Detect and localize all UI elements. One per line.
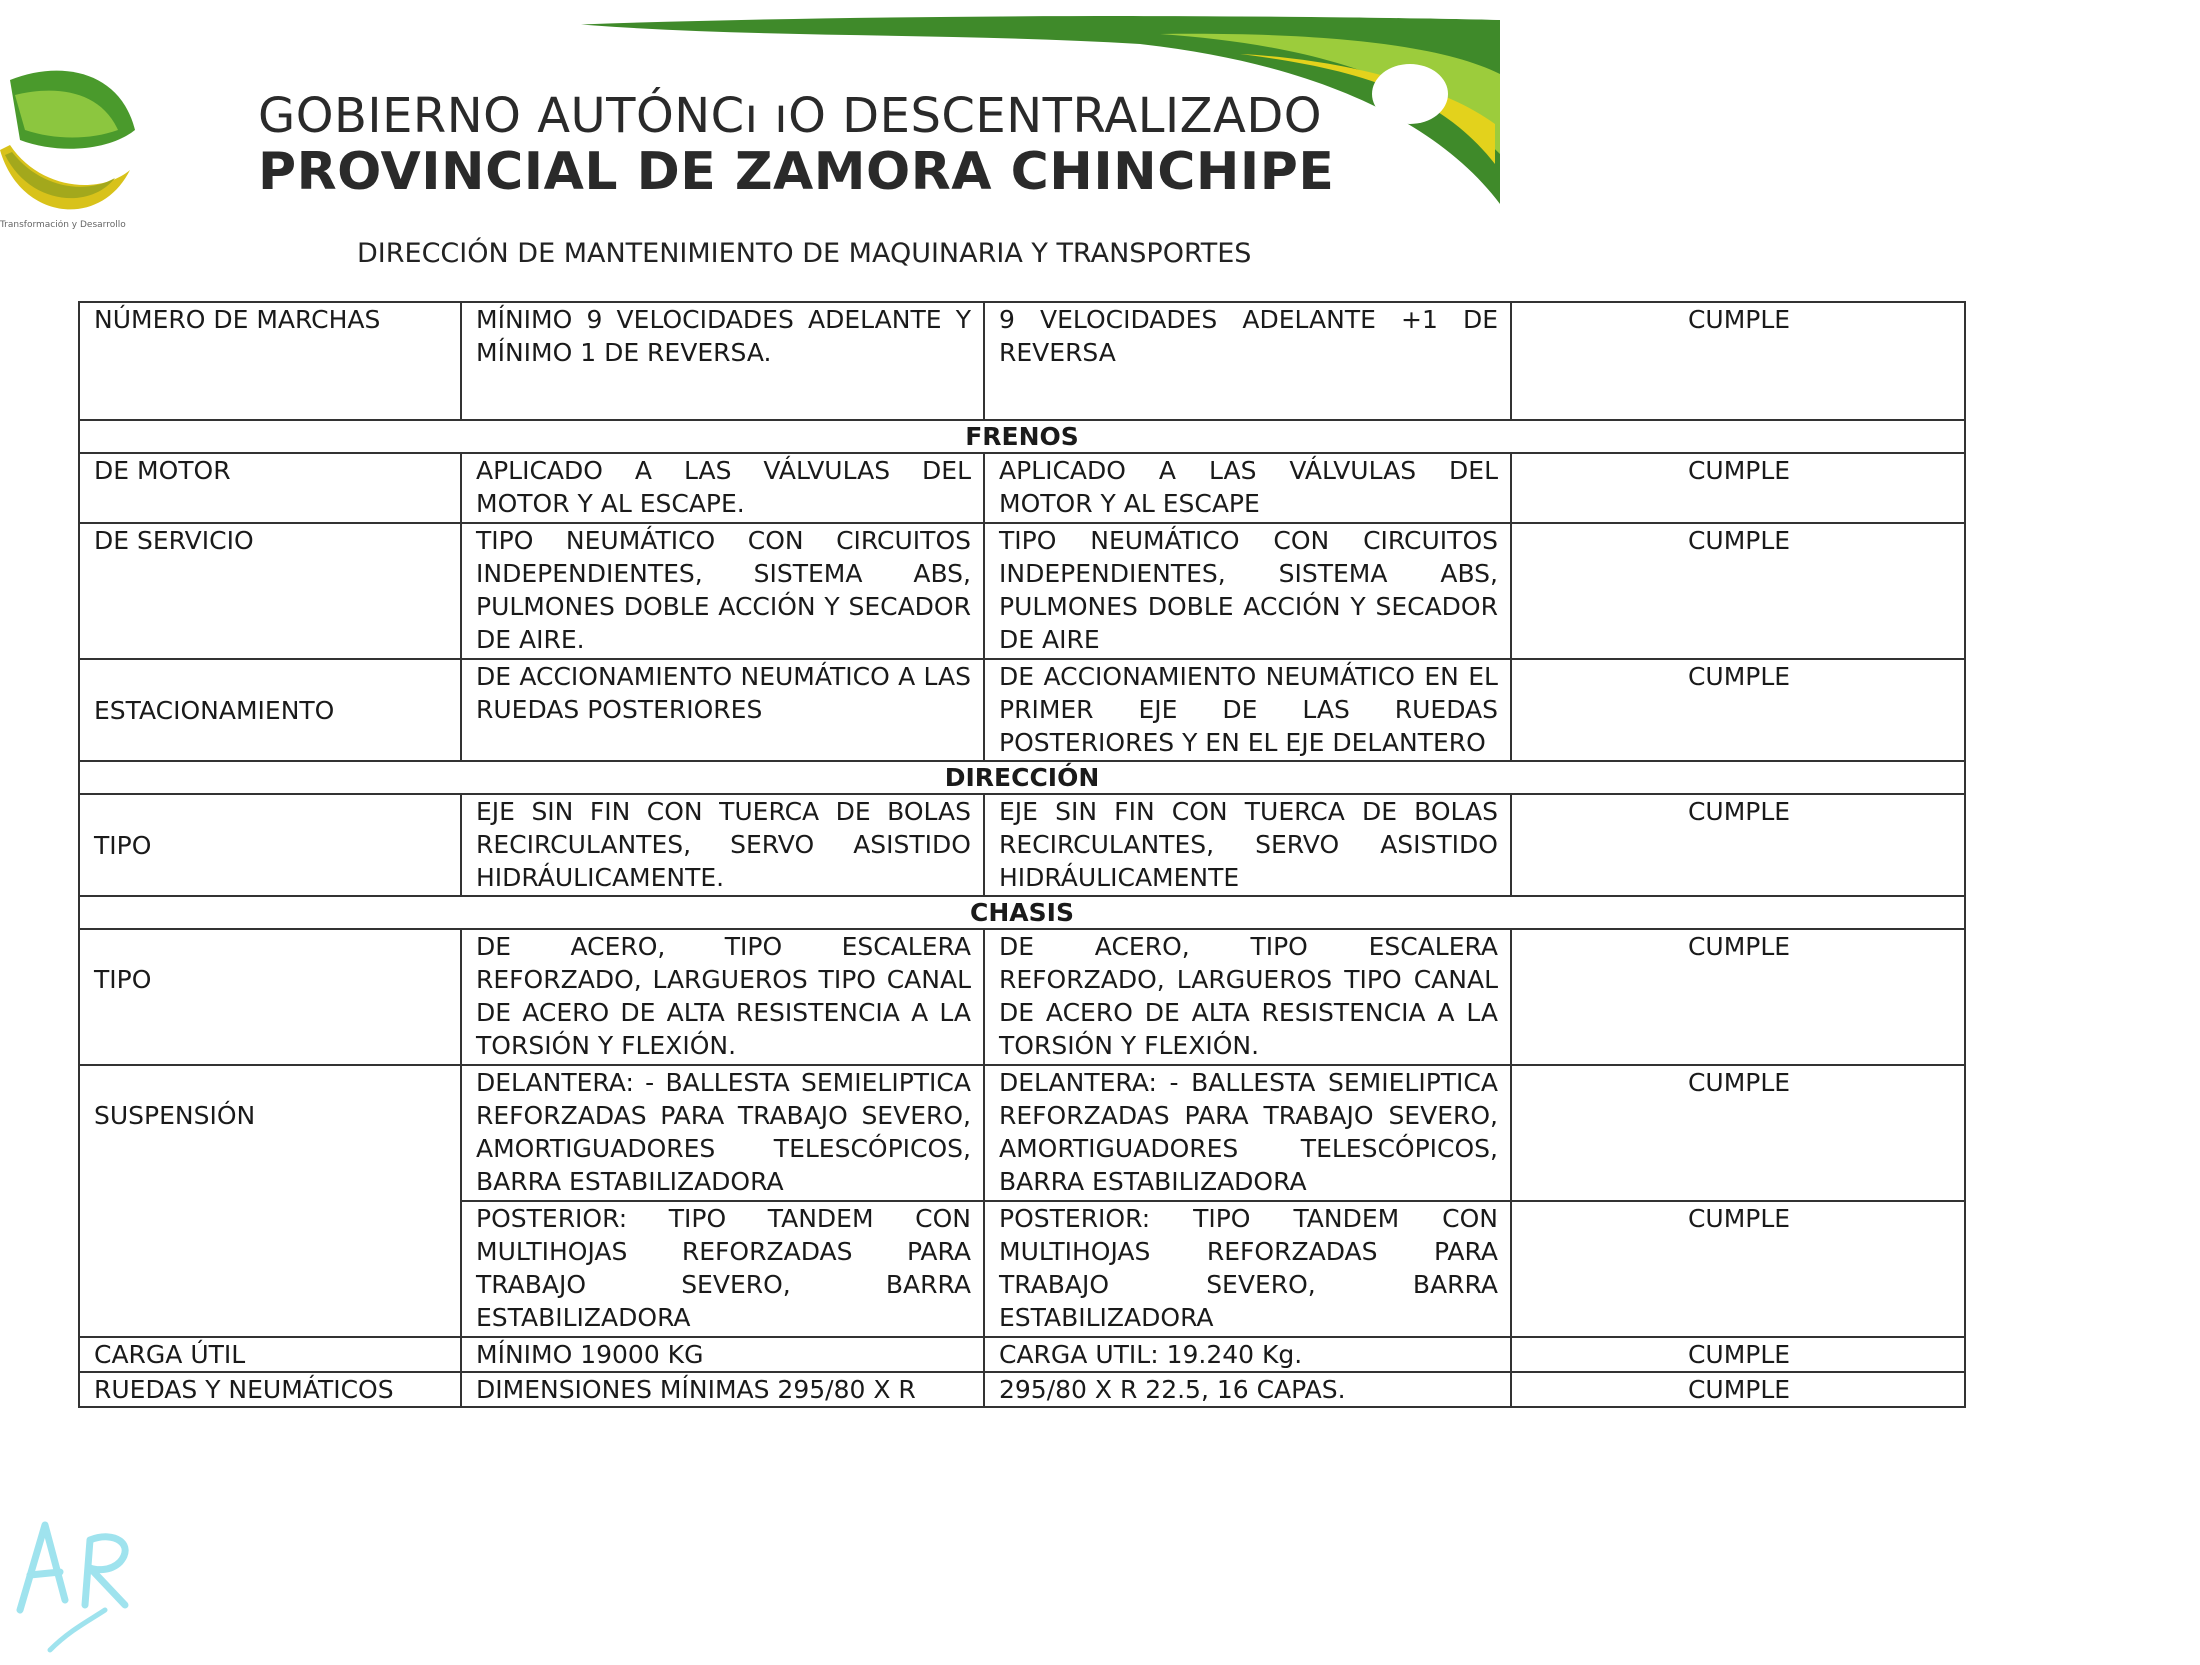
initial-r-stroke xyxy=(85,1537,125,1605)
feature-cell: DE MOTOR xyxy=(79,453,461,523)
status-cell: CUMPLE xyxy=(1511,453,1965,523)
required-cell: DE ACERO, TIPO ESCALERA REFORZADO, LARGUEROS TIPO CANAL DE ACERO DE ALTA RESISTENCIA A LA TORSIÓN Y FLEXIÓN. xyxy=(461,929,984,1065)
feature-cell: NÚMERO DE MARCHAS xyxy=(79,302,461,420)
feature-cell: TIPO xyxy=(79,929,461,1065)
offered-cell: TIPO NEUMÁTICO CON CIRCUITOS INDEPENDIENTES, SISTEMA ABS, PULMONES DOBLE ACCIÓN Y SECADOR DE AIRE xyxy=(984,523,1511,659)
table-row xyxy=(79,929,1965,1065)
status-cell: CUMPLE xyxy=(1511,1372,1965,1407)
offered-cell: 295/80 X R 22.5, 16 CAPAS. xyxy=(984,1372,1511,1407)
logo-caption: Transformación y Desarrollo xyxy=(0,220,126,230)
table-row xyxy=(79,302,1965,420)
banner-white-spot xyxy=(1372,64,1448,124)
table-row xyxy=(79,1337,1965,1372)
initial-underline-stroke xyxy=(50,1610,105,1650)
table-row xyxy=(79,453,1965,523)
feature-cell: TIPO xyxy=(79,794,461,896)
table-row xyxy=(79,523,1965,659)
section-title: CHASIS xyxy=(79,896,1965,929)
specifications-table xyxy=(78,301,1966,1408)
offered-cell: DE ACERO, TIPO ESCALERA REFORZADO, LARGUEROS TIPO CANAL DE ACERO DE ALTA RESISTENCIA A LA TORSIÓN Y FLEXIÓN. xyxy=(984,929,1511,1065)
offered-cell: 9 VELOCIDADES ADELANTE +1 DE REVERSA xyxy=(984,302,1511,420)
required-cell: DELANTERA: - BALLESTA SEMIELIPTICA REFORZADAS PARA TRABAJO SEVERO, AMORTIGUADORES TELESCÓPICOS, BARRA ESTABILIZADORA xyxy=(461,1065,984,1201)
required-cell: DIMENSIONES MÍNIMAS 295/80 X R xyxy=(461,1372,984,1407)
offered-cell: DELANTERA: - BALLESTA SEMIELIPTICA REFORZADAS PARA TRABAJO SEVERO, AMORTIGUADORES TELESCÓPICOS, BARRA ESTABILIZADORA xyxy=(984,1065,1511,1201)
status-cell: CUMPLE xyxy=(1511,794,1965,896)
table-row xyxy=(79,659,1965,761)
section-title: FRENOS xyxy=(79,420,1965,453)
handwritten-initials-signature xyxy=(10,1500,140,1660)
table-row xyxy=(79,1372,1965,1407)
feature-cell: DE SERVICIO xyxy=(79,523,461,659)
required-cell: MÍNIMO 9 VELOCIDADES ADELANTE Y MÍNIMO 1 DE REVERSA. xyxy=(461,302,984,420)
feature-cell: CARGA ÚTIL xyxy=(79,1337,461,1372)
status-cell: CUMPLE xyxy=(1511,302,1965,420)
status-cell: CUMPLE xyxy=(1511,523,1965,659)
section-title: DIRECCIÓN xyxy=(79,761,1965,794)
offered-cell: DE ACCIONAMIENTO NEUMÁTICO EN EL PRIMER EJE DE LAS RUEDAS POSTERIORES Y EN EL EJE DELANTERO xyxy=(984,659,1511,761)
section-header-frenos xyxy=(79,420,1965,453)
offered-cell: APLICADO A LAS VÁLVULAS DEL MOTOR Y AL ESCAPE xyxy=(984,453,1511,523)
org-name-line2: PROVINCIAL DE ZAMORA CHINCHIPE xyxy=(258,142,1335,202)
feature-cell: ESTACIONAMIENTO xyxy=(79,659,461,761)
status-cell: CUMPLE xyxy=(1511,929,1965,1065)
offered-cell: POSTERIOR: TIPO TANDEM CON MULTIHOJAS REFORZADAS PARA TRABAJO SEVERO, BARRA ESTABILIZADORA xyxy=(984,1201,1511,1337)
required-cell: APLICADO A LAS VÁLVULAS DEL MOTOR Y AL ESCAPE. xyxy=(461,453,984,523)
status-cell: CUMPLE xyxy=(1511,659,1965,761)
offered-cell: EJE SIN FIN CON TUERCA DE BOLAS RECIRCULANTES, SERVO ASISTIDO HIDRÁULICAMENTE xyxy=(984,794,1511,896)
required-cell: TIPO NEUMÁTICO CON CIRCUITOS INDEPENDIENTES, SISTEMA ABS, PULMONES DOBLE ACCIÓN Y SECADOR DE AIRE. xyxy=(461,523,984,659)
logo-swirl-yellow xyxy=(0,145,130,209)
section-header-direccion xyxy=(79,761,1965,794)
status-cell: CUMPLE xyxy=(1511,1065,1965,1201)
feature-cell: RUEDAS Y NEUMÁTICOS xyxy=(79,1372,461,1407)
offered-cell: CARGA UTIL: 19.240 Kg. xyxy=(984,1337,1511,1372)
required-cell: MÍNIMO 19000 KG xyxy=(461,1337,984,1372)
org-name-line1: GOBIERNO AUTÓNCı ıO DESCENTRALIZADO xyxy=(258,88,1323,144)
required-cell: POSTERIOR: TIPO TANDEM CON MULTIHOJAS REFORZADAS PARA TRABAJO SEVERO, BARRA ESTABILIZADORA xyxy=(461,1201,984,1337)
gad-logo xyxy=(0,60,150,230)
required-cell: DE ACCIONAMIENTO NEUMÁTICO A LAS RUEDAS POSTERIORES xyxy=(461,659,984,761)
status-cell: CUMPLE xyxy=(1511,1201,1965,1337)
required-cell: EJE SIN FIN CON TUERCA DE BOLAS RECIRCULANTES, SERVO ASISTIDO HIDRÁULICAMENTE. xyxy=(461,794,984,896)
initial-a-stroke xyxy=(20,1525,65,1610)
department-title: DIRECCIÓN DE MANTENIMIENTO DE MAQUINARIA Y TRANSPORTES xyxy=(357,238,1252,269)
status-cell: CUMPLE xyxy=(1511,1337,1965,1372)
table-row xyxy=(79,794,1965,896)
table-row xyxy=(79,1065,1965,1201)
feature-cell: SUSPENSIÓN xyxy=(79,1065,461,1337)
section-header-chasis xyxy=(79,896,1965,929)
logo-swirl-olive xyxy=(5,152,115,198)
